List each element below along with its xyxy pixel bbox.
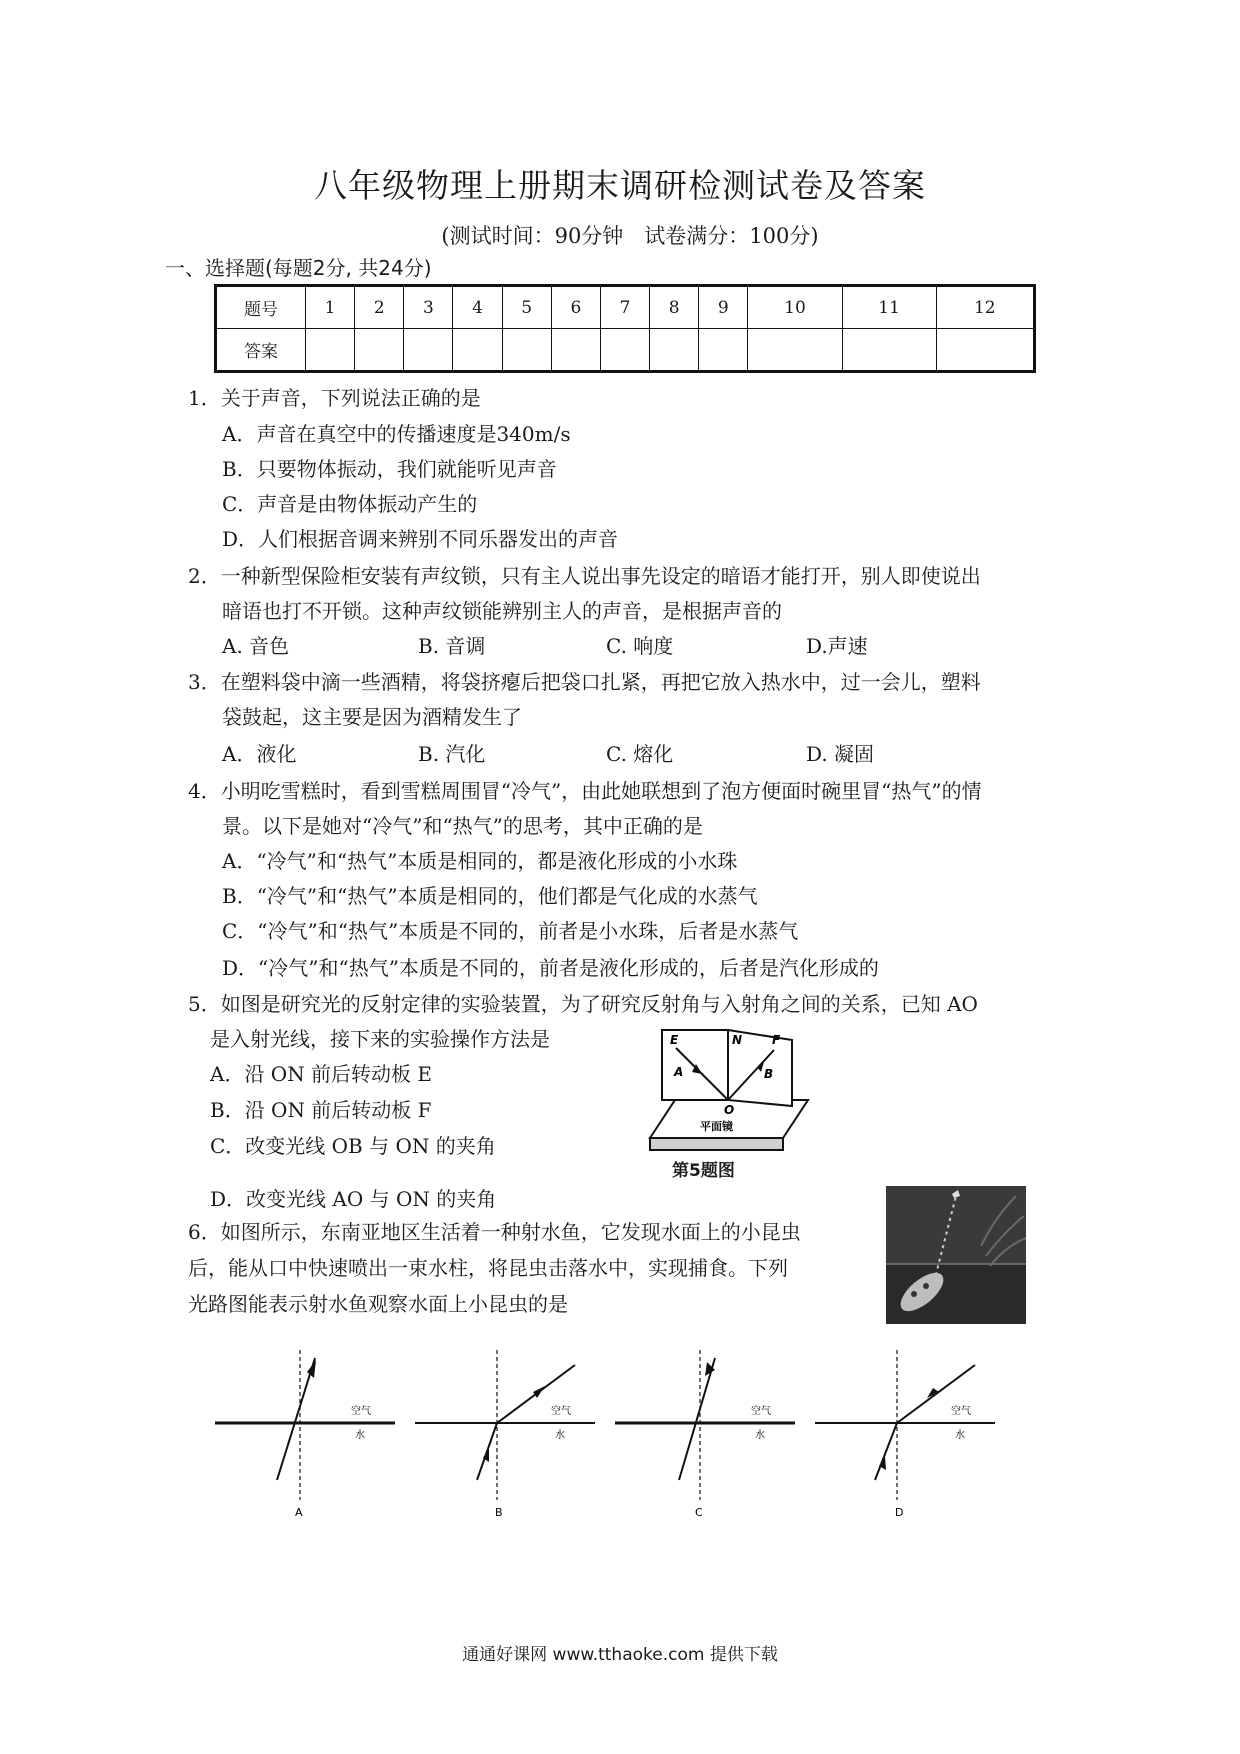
question-4-option-c: C．“冷气”和“热气”本质是不同的，前者是小水珠，后者是水蒸气	[222, 919, 799, 943]
question-4-option-a: A．“冷气”和“热气”本质是相同的，都是液化形成的小水珠	[222, 849, 738, 873]
question-5-option-b: B．沿 ON 前后转动板 F	[210, 1098, 432, 1122]
label-air: 空气	[751, 1406, 771, 1417]
answer-cell[interactable]	[453, 329, 502, 372]
light-ray	[679, 1358, 715, 1480]
table-row-answers	[216, 329, 1035, 372]
question-3-option-d: D. 凝固	[806, 742, 875, 766]
arrow-up-icon	[307, 1360, 316, 1378]
question-2-option-d: D.声速	[806, 634, 868, 658]
question-4-option-d: D．“冷气”和“热气”本质是不同的，前者是液化形成的，后者是汽化形成的	[222, 956, 879, 980]
label-air: 空气	[351, 1406, 371, 1417]
table-row-numbers	[216, 286, 1035, 329]
question-number-cell: 3	[404, 286, 453, 329]
section-heading-choice: 一、选择题(每题2分, 共24分)	[165, 256, 432, 280]
question-number-cell: 6	[551, 286, 600, 329]
question-5-stem-line-1: 5．如图是研究光的反射定律的实验装置，为了研究反射角与入射角之间的关系，已知 AO	[188, 992, 978, 1016]
light-path-diagram-a	[215, 1350, 400, 1520]
question-1-stem: 1．关于声音，下列说法正确的是	[188, 386, 481, 410]
exam-info: (测试时间：90分钟 试卷满分：100分)	[441, 224, 819, 248]
footer-source: 通通好课网 www.tthaoke.com 提供下载	[462, 1645, 778, 1665]
label-water: 水	[755, 1430, 765, 1441]
question-3-option-c: C. 熔化	[606, 742, 674, 766]
question-4-stem-line-1: 4．小明吃雪糕时，看到雪糕周围冒“冷气”，由此她联想到了泡方便面时碗里冒“热气”的情	[188, 779, 982, 803]
question-1-option-b: B．只要物体振动，我们就能听见声音	[222, 457, 557, 481]
question-2-stem-line-2: 暗语也打不开锁。这种声纹锁能辨别主人的声音，是根据声音的	[222, 599, 782, 623]
light-ray-water	[875, 1423, 897, 1480]
light-path-diagram-d	[815, 1350, 1000, 1520]
label-water: 水	[555, 1430, 565, 1441]
question-5-option-a: A．沿 ON 前后转动板 E	[210, 1062, 433, 1086]
question-number-cell: 9	[699, 286, 748, 329]
question-number-cell: 7	[600, 286, 649, 329]
question-4-stem-line-2: 景。以下是她对“冷气”和“热气”的思考，其中正确的是	[222, 814, 703, 838]
label-e: E	[670, 1033, 679, 1047]
answer-cell[interactable]	[551, 329, 600, 372]
question-3-stem-line-2: 袋鼓起，这主要是因为酒精发生了	[222, 705, 522, 729]
question-number-cell: 12	[936, 286, 1034, 329]
answer-cell[interactable]	[936, 329, 1034, 372]
label-plane-mirror: 平面镜	[700, 1120, 733, 1133]
label-o: O	[724, 1103, 735, 1117]
question-1-option-d: D．人们根据音调来辨别不同乐器发出的声音	[222, 527, 619, 551]
question-3-option-a: A．液化	[222, 742, 297, 766]
option-label-d: D	[895, 1506, 904, 1519]
option-label-b: B	[495, 1506, 503, 1519]
question-3-stem-line-1: 3．在塑料袋中滴一些酒精，将袋挤瘪后把袋口扎紧，再把它放入热水中，过一会儿，塑料	[188, 670, 981, 694]
question-number-cell: 10	[748, 286, 842, 329]
answer-cell[interactable]	[842, 329, 936, 372]
question-6-stem-line-2: 后，能从口中快速喷出一束水柱，将昆虫击落水中，实现捕食。下列	[188, 1256, 788, 1280]
figure-5-caption: 第5题图	[672, 1161, 735, 1181]
row-label-answer: 答案	[216, 329, 306, 372]
question-3-option-b: B. 汽化	[418, 742, 486, 766]
page-title: 八年级物理上册期末调研检测试卷及答案	[314, 166, 926, 205]
arrow-up-icon	[533, 1386, 545, 1398]
question-2-option-c: C. 响度	[606, 634, 674, 658]
answer-cell[interactable]	[306, 329, 355, 372]
label-air: 空气	[951, 1406, 971, 1417]
light-path-diagram-c	[615, 1350, 800, 1520]
option-label-c: C	[695, 1506, 703, 1519]
answer-cell[interactable]	[355, 329, 404, 372]
light-ray	[277, 1358, 315, 1480]
reflection-apparatus-figure	[640, 1028, 820, 1163]
question-2-option-b: B. 音调	[418, 634, 486, 658]
label-b: B	[764, 1067, 774, 1081]
question-1-option-c: C．声音是由物体振动产生的	[222, 492, 478, 516]
label-water: 水	[955, 1430, 965, 1441]
answer-cell[interactable]	[404, 329, 453, 372]
question-4-option-b: B．“冷气”和“热气”本质是相同的，他们都是气化成的水蒸气	[222, 884, 758, 908]
archer-fish-photo	[886, 1186, 1026, 1324]
label-f: F	[772, 1033, 781, 1047]
label-water: 水	[355, 1430, 365, 1441]
mirror-base-shape	[650, 1138, 783, 1150]
question-5-option-c: C．改变光线 OB 与 ON 的夹角	[210, 1134, 496, 1158]
question-6-stem-line-3: 光路图能表示射水鱼观察水面上小昆虫的是	[188, 1292, 568, 1316]
answer-cell[interactable]	[699, 329, 748, 372]
question-number-cell: 4	[453, 286, 502, 329]
answer-cell[interactable]	[502, 329, 551, 372]
label-air: 空气	[551, 1406, 571, 1417]
question-5-stem-line-2: 是入射光线，接下来的实验操作方法是	[210, 1027, 550, 1051]
option-label-a: A	[295, 1506, 303, 1519]
light-path-diagram-b	[415, 1350, 600, 1520]
label-a: A	[674, 1065, 684, 1079]
answer-cell[interactable]	[650, 329, 699, 372]
answer-table	[214, 284, 1036, 373]
label-n: N	[732, 1033, 743, 1047]
question-1-option-a: A．声音在真空中的传播速度是340m/s	[222, 422, 571, 446]
question-number-cell: 2	[355, 286, 404, 329]
question-2-stem-line-1: 2．一种新型保险柜安装有声纹锁，只有主人说出事先设定的暗语才能打开，别人即使说出	[188, 564, 981, 588]
question-number-cell: 8	[650, 286, 699, 329]
question-5-option-d: D．改变光线 AO 与 ON 的夹角	[210, 1187, 497, 1211]
question-number-cell: 1	[306, 286, 355, 329]
fish-spot-icon	[923, 1283, 929, 1289]
answer-cell[interactable]	[748, 329, 842, 372]
question-number-cell: 11	[842, 286, 936, 329]
row-label-number: 题号	[216, 286, 306, 329]
answer-cell[interactable]	[600, 329, 649, 372]
question-number-cell: 5	[502, 286, 551, 329]
question-6-stem-line-1: 6．如图所示，东南亚地区生活着一种射水鱼，它发现水面上的小昆虫	[188, 1220, 801, 1244]
question-2-option-a: A. 音色	[222, 634, 290, 658]
fish-spot-icon	[911, 1291, 917, 1297]
